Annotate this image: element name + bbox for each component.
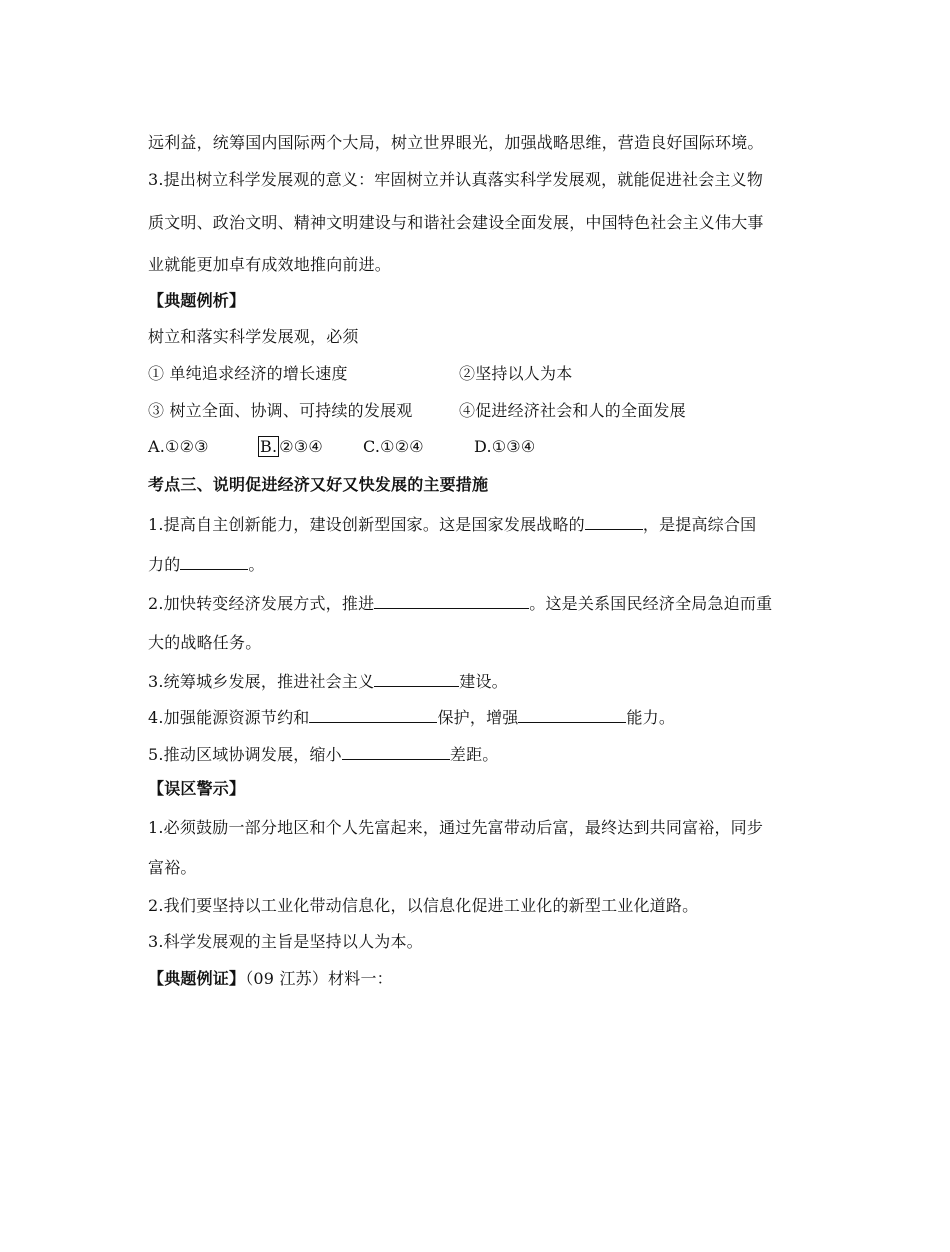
question-stem: 树立和落实科学发展观，必须 (148, 327, 359, 346)
answer-box: B. (260, 437, 278, 456)
item-text: 差距。 (449, 745, 499, 764)
para-line: 远利益，统筹国内国际两个大局，树立世界眼光，加强战略思维，营造良好国际环境。 (148, 133, 764, 152)
item-2-cont: 大的战略任务。 (148, 633, 262, 652)
choice-c: C.①②④ (363, 437, 424, 456)
para-line: 业就能更加卓有成效地推向前进。 (148, 255, 392, 274)
item-text: 。这是关系国民经济全局急迫而重 (529, 594, 773, 613)
choice-d: D.①③④ (474, 437, 536, 456)
warning-1: 1.必须鼓励一部分地区和个人先富起来，通过先富带动后富，最终达到共同富裕，同步 (148, 818, 764, 837)
item-4 (148, 706, 675, 728)
fill-blank (374, 592, 529, 609)
item-text: 能力。 (626, 708, 676, 727)
item-text: 3.统筹城乡发展，推进社会主义 (148, 672, 375, 691)
item-1 (148, 513, 756, 535)
example-heading: 【典题例析】 (148, 291, 246, 310)
choice-b (258, 437, 323, 457)
item-text: 1.提高自主创新能力，建设创新型国家。这是国家发展战略的 (148, 515, 585, 534)
fill-blank (342, 743, 450, 760)
options-row-1 (148, 364, 748, 384)
item-text: ，是提高综合国 (642, 515, 757, 534)
choices-row (148, 437, 648, 457)
warning-1-cont: 富裕。 (148, 858, 197, 877)
fill-blank (309, 706, 437, 723)
warning-3: 3.科学发展观的主旨是坚持以人为本。 (148, 932, 423, 951)
warning-heading: 【误区警示】 (148, 779, 246, 798)
option-1: ① 单纯追求经济的增长速度 (148, 364, 348, 383)
option-4: ④促进经济社会和人的全面发展 (459, 401, 686, 420)
item-3 (148, 670, 508, 692)
item-text: 力的 (148, 555, 181, 574)
choice-a: A.①②③ (148, 437, 209, 456)
para-line: 质文明、政治文明、精神文明建设与和谐社会建设全面发展，中国特色社会主义伟大事 (148, 213, 764, 232)
option-3: ③ 树立全面、协调、可持续的发展观 (148, 401, 413, 420)
item-text: 4.加强能源资源节约和 (148, 708, 310, 727)
choice-b-text: ②③④ (279, 437, 323, 456)
option-2: ②坚持以人为本 (459, 364, 573, 383)
item-text: 5.推动区域协调发展，缩小 (148, 745, 342, 764)
item-text: 。 (248, 555, 265, 574)
fill-blank (518, 706, 626, 723)
item-text: 2.加快转变经济发展方式，推进 (148, 594, 375, 613)
para-line: 3.提出树立科学发展观的意义：牢固树立并认真落实科学发展观，就能促进社会主义物 (148, 170, 764, 189)
example-2-source: （09 江苏）材料一： (245, 969, 393, 988)
example-2-heading: 【典题例证】 (148, 969, 246, 988)
warning-2: 2.我们要坚持以工业化带动信息化，以信息化促进工业化的新型工业化道路。 (148, 896, 699, 915)
item-2 (148, 592, 772, 614)
section-heading: 考点三、说明促进经济又好又快发展的主要措施 (148, 475, 489, 494)
item-text: 保护，增强 (437, 708, 519, 727)
example-2 (148, 969, 393, 989)
options-row-2 (148, 401, 748, 421)
item-1-cont (148, 553, 265, 575)
item-text: 建设。 (459, 672, 508, 691)
fill-blank (374, 670, 459, 687)
item-5 (148, 743, 498, 765)
fill-blank (585, 513, 643, 530)
fill-blank (180, 553, 248, 570)
